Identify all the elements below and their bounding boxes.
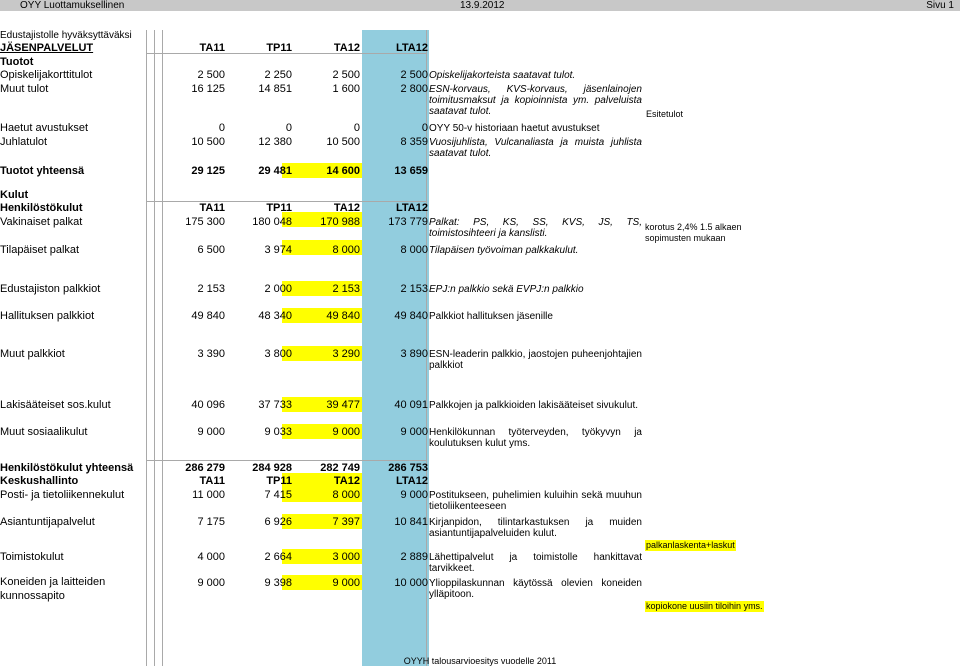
row-note: Ylioppilaskunnan käytössä olevien koneiden ylläpitoon.: [429, 578, 642, 600]
row-label: Henkilöstökulut yhteensä: [0, 462, 134, 474]
row-label: Muut palkkiot: [0, 348, 65, 360]
cell: 3 800: [264, 348, 292, 360]
cell: 37 733: [258, 399, 292, 411]
cell: 9 033: [264, 426, 292, 438]
cell: 8 359: [400, 136, 428, 148]
cell: 14 851: [258, 83, 292, 95]
col-header-ta11: TA11: [199, 42, 225, 54]
header-left: OYY Luottamuksellinen: [20, 0, 125, 11]
row-label: Toimistokulut: [0, 551, 64, 563]
row-label: Hallituksen palkkiot: [0, 310, 95, 322]
cell: 6 500: [197, 244, 225, 256]
cell: 10 000: [394, 577, 428, 589]
col-header-lta12: LTA12: [396, 475, 428, 487]
col-header-ta12: TA12: [333, 42, 360, 54]
cell: 2 500: [197, 69, 225, 81]
row-note: OYY 50-v historiaan haetut avustukset: [429, 123, 600, 134]
side-note-palkanlaskenta: palkanlaskenta+laskut: [646, 540, 735, 550]
row-note: Lähettipalvelut ja toimistolle hankittavat tarvikkeet.: [429, 552, 642, 574]
col-header-ta12: TA12: [333, 202, 360, 214]
cell: 2 500: [400, 69, 428, 81]
page-header: [0, 0, 960, 11]
row-note: Opiskelijakorteista saatavat tulot.: [429, 70, 576, 81]
row-label: Juhlatulot: [0, 136, 48, 148]
cell: 7 397: [332, 516, 360, 528]
side-note-esitetulot: Esitetulot: [646, 109, 684, 119]
cell: 2 250: [264, 69, 292, 81]
cell: 0: [421, 122, 428, 134]
row-note: ESN-leaderin palkkio, jaostojen puheenjohtajien palkkiot: [429, 349, 642, 371]
page-footer: OYYH talousarvioesitys vuodelle 2011: [403, 656, 557, 666]
grid-line: [146, 30, 147, 666]
cell: 8 000: [332, 244, 360, 256]
row-note: Postitukseen, puhelimien kuluihin sekä muuhun tietoliikenteeseen: [429, 490, 642, 512]
header-date: 13.9.2012: [460, 0, 505, 11]
expenses-title: Kulut: [0, 189, 29, 201]
cell: 40 096: [191, 399, 225, 411]
row-label: Haetut avustukset: [0, 122, 89, 134]
cell: 12 380: [258, 136, 292, 148]
row-note: Vuosijuhlista, Vulcanaliasta ja muista juhlista saatavat tulot.: [429, 137, 642, 159]
cell: 7 175: [197, 516, 225, 528]
col-header-tp11: TP11: [266, 202, 292, 214]
cell: 2 000: [264, 283, 292, 295]
cell: 8 000: [332, 489, 360, 501]
col-header-ta11: TA11: [199, 475, 225, 487]
cell: 49 840: [326, 310, 360, 322]
cell: 3 390: [197, 348, 225, 360]
cell: 4 000: [197, 551, 225, 563]
income-title: Tuotot: [0, 56, 34, 68]
col-header-tp11: TP11: [266, 475, 292, 487]
cell: 9 000: [197, 577, 225, 589]
row-note: Kirjanpidon, tilintarkastuksen ja muiden asiantuntijapalveluiden kulut.: [429, 517, 642, 539]
cell: 3 000: [332, 551, 360, 563]
cell: 3 974: [264, 244, 292, 256]
row-note: Palkkojen ja palkkioiden lakisääteiset sivukulut.: [429, 400, 639, 411]
cell: 2 664: [264, 551, 292, 563]
cell: 2 153: [197, 283, 225, 295]
section-title: JÄSENPALVELUT: [0, 42, 94, 54]
row-note: Henkilökunnan työterveyden, työkyvyn ja koulutuksen kulut yms.: [429, 427, 642, 449]
row-label: Koneiden ja laitteiden kunnossapito: [0, 576, 106, 602]
col-header-ta12: TA12: [333, 475, 360, 487]
row-label: Tilapäiset palkat: [0, 244, 80, 256]
cell: 286 753: [388, 462, 428, 474]
row-note: ESN-korvaus, KVS-korvaus, jäsenlainojen toimitusmaksut ja kopioinnista ym. palveluista saatavat tulot.: [429, 84, 642, 117]
cell: 10 841: [394, 516, 428, 528]
cell: 173 779: [388, 216, 428, 228]
intro-text: Edustajistolle hyväksyttäväksi: [0, 30, 132, 41]
cell: 9 398: [264, 577, 292, 589]
row-label: Asiantuntijapalvelut: [0, 516, 95, 528]
cell: 9 000: [332, 426, 360, 438]
cell: 49 840: [394, 310, 428, 322]
cell: 49 840: [191, 310, 225, 322]
row-label: Muut tulot: [0, 83, 49, 95]
cell: 2 500: [332, 69, 360, 81]
cell: 9 000: [332, 577, 360, 589]
cell: 29 125: [191, 165, 225, 177]
row-note: Tilapäisen työvoiman palkkakulut.: [429, 245, 579, 256]
row-label: Lakisääteiset sos.kulut: [0, 399, 111, 411]
cell: 175 300: [185, 216, 225, 228]
cell: 14 600: [326, 165, 360, 177]
cell: 2 153: [332, 283, 360, 295]
cell: 180 048: [252, 216, 292, 228]
row-note: Palkkiot hallituksen jäsenille: [429, 311, 553, 322]
henkilosto-title: Henkilöstökulut: [0, 202, 83, 214]
cell: 8 000: [400, 244, 428, 256]
cell: 29 481: [258, 165, 292, 177]
cell: 2 800: [400, 83, 428, 95]
row-label: Tuotot yhteensä: [0, 165, 85, 177]
cell: 0: [285, 122, 292, 134]
cell: 16 125: [191, 83, 225, 95]
cell: 48 340: [258, 310, 292, 322]
cell: 39 477: [326, 399, 360, 411]
cell: 170 988: [320, 216, 360, 228]
side-note-kopiokone: kopiokone uusiin tiloihin yms.: [646, 601, 763, 611]
col-header-ta11: TA11: [199, 202, 225, 214]
cell: 6 926: [264, 516, 292, 528]
cell: 3 290: [332, 348, 360, 360]
cell: 282 749: [320, 462, 360, 474]
cell: 3 890: [400, 348, 428, 360]
row-label: Edustajiston palkkiot: [0, 283, 101, 295]
row-label: Muut sosiaalikulut: [0, 426, 88, 438]
header-page: Sivu 1: [926, 0, 954, 11]
keskushallinto-title: Keskushallinto: [0, 475, 79, 487]
row-label: Opiskelijakorttitulot: [0, 69, 93, 81]
cell: 1 600: [332, 83, 360, 95]
cell: 9 000: [400, 489, 428, 501]
cell: 9 000: [400, 426, 428, 438]
cell: 13 659: [394, 165, 428, 177]
cell: 2 889: [400, 551, 428, 563]
row-note: Palkat: PS, KS, SS, KVS, JS, TS, toimistosihteeri ja kanslisti.: [429, 217, 642, 239]
cell: 40 091: [394, 399, 428, 411]
col-header-lta12: LTA12: [396, 42, 428, 54]
col-header-tp11: TP11: [266, 42, 292, 54]
cell: 0: [353, 122, 360, 134]
cell: 2 153: [400, 283, 428, 295]
cell: 11 000: [192, 489, 225, 501]
row-label: Vakinaiset palkat: [0, 216, 83, 228]
cell: 284 928: [252, 462, 292, 474]
cell: 10 500: [326, 136, 360, 148]
cell: 286 279: [185, 462, 225, 474]
cell: 10 500: [191, 136, 225, 148]
row-note: EPJ:n palkkio sekä EVPJ:n palkkio: [429, 284, 584, 295]
row-label: Posti- ja tietoliikennekulut: [0, 489, 125, 501]
cell: 0: [218, 122, 225, 134]
cell: 9 000: [197, 426, 225, 438]
cell: 7 415: [264, 489, 292, 501]
side-note-korotus: korotus 2,4% 1.5 alkaen sopimusten mukaan: [645, 222, 742, 243]
col-header-lta12: LTA12: [396, 202, 428, 214]
